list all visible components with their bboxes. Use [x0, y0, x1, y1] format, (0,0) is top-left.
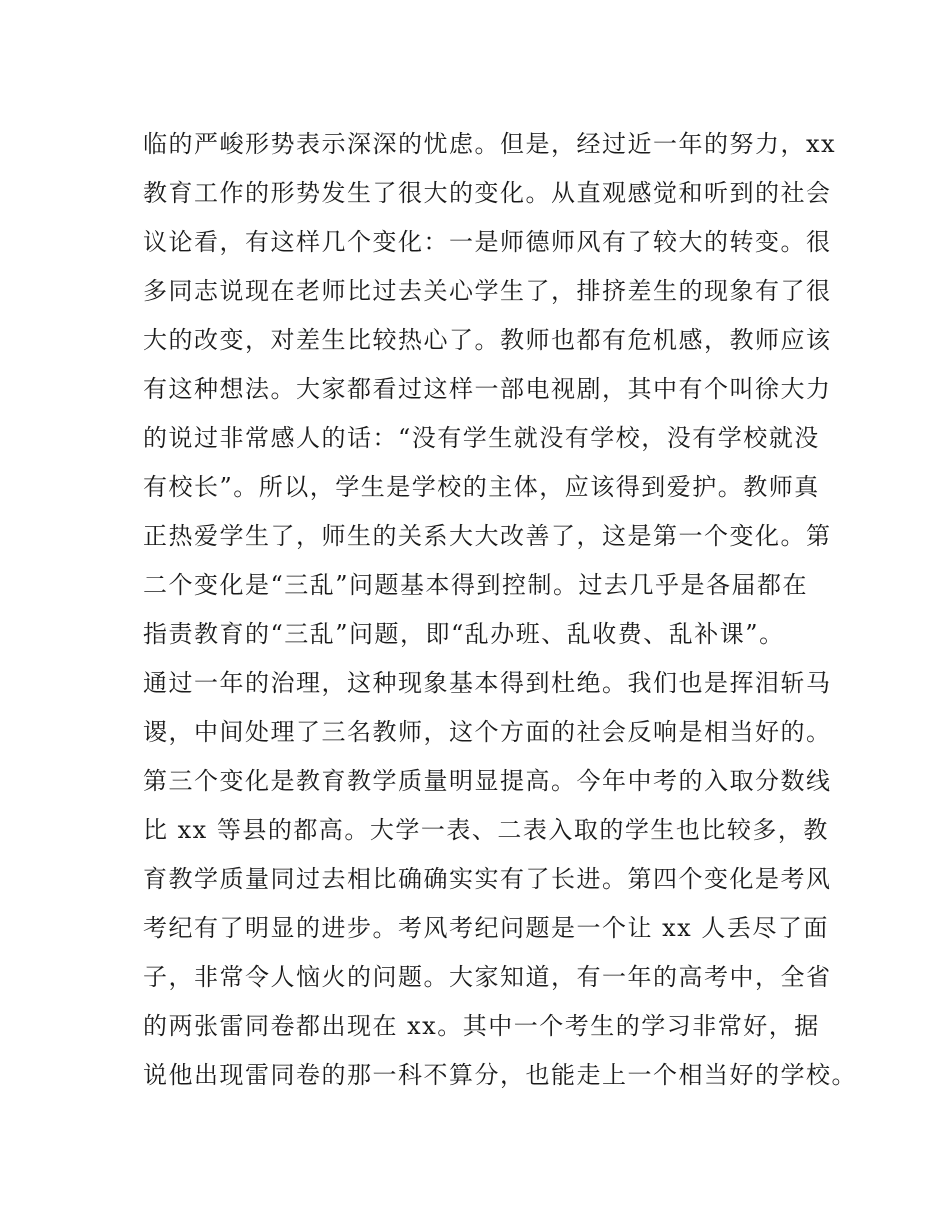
text-line: 二个变化是“三乱”问题基本得到控制。过去几乎是各届都在 — [143, 571, 809, 599]
text-line: 议论看，有这样几个变化：一是师德师风有了较大的转变。很 — [143, 228, 832, 256]
text-line: 说他出现雷同卷的那一科不算分，也能走上一个相当好的学校。 — [143, 1061, 857, 1089]
text-line: 临的严峻形势表示深深的忧虑。但是，经过近一年的努力，xx — [143, 130, 837, 158]
text-line: 育教学质量同过去相比确确实实有了长进。第四个变化是考风 — [143, 865, 832, 893]
text-line: 第三个变化是教育教学质量明显提高。今年中考的入取分数线 — [143, 767, 832, 795]
text-line: 的说过非常感人的话：“没有学生就没有学校，没有学校就没 — [143, 424, 820, 452]
text-line: 教育工作的形势发生了很大的变化。从直观感觉和听到的社会 — [143, 179, 832, 207]
text-line: 比 xx 等县的都高。大学一表、二表入取的学生也比较多，教 — [143, 816, 829, 844]
text-line: 子，非常令人恼火的问题。大家知道，有一年的高考中，全省 — [143, 963, 832, 991]
text-line: 的两张雷同卷都出现在 xx。其中一个考生的学习非常好，据 — [143, 1012, 820, 1040]
text-line: 大的改变，对差生比较热心了。教师也都有危机感，教师应该 — [143, 326, 832, 354]
text-line: 正热爱学生了，师生的关系大大改善了，这是第一个变化。第 — [143, 522, 832, 550]
body-text — [143, 123, 857, 1103]
text-line: 谡，中间处理了三名教师，这个方面的社会反响是相当好的。 — [143, 718, 832, 746]
text-line: 指责教育的“三乱”问题，即“乱办班、乱收费、乱补课”。 — [143, 620, 785, 648]
text-line: 通过一年的治理，这种现象基本得到杜绝。我们也是挥泪斩马 — [143, 669, 832, 697]
text-line: 考纪有了明显的进步。考风考纪问题是一个让 xx 人丢尽了面 — [143, 914, 829, 942]
text-line: 多同志说现在老师比过去关心学生了，排挤差生的现象有了很 — [143, 277, 832, 305]
text-line: 有这种想法。大家都看过这样一部电视剧，其中有个叫徐大力 — [143, 375, 832, 403]
text-line: 有校长”。所以，学生是学校的主体，应该得到爱护。教师真 — [143, 473, 820, 501]
